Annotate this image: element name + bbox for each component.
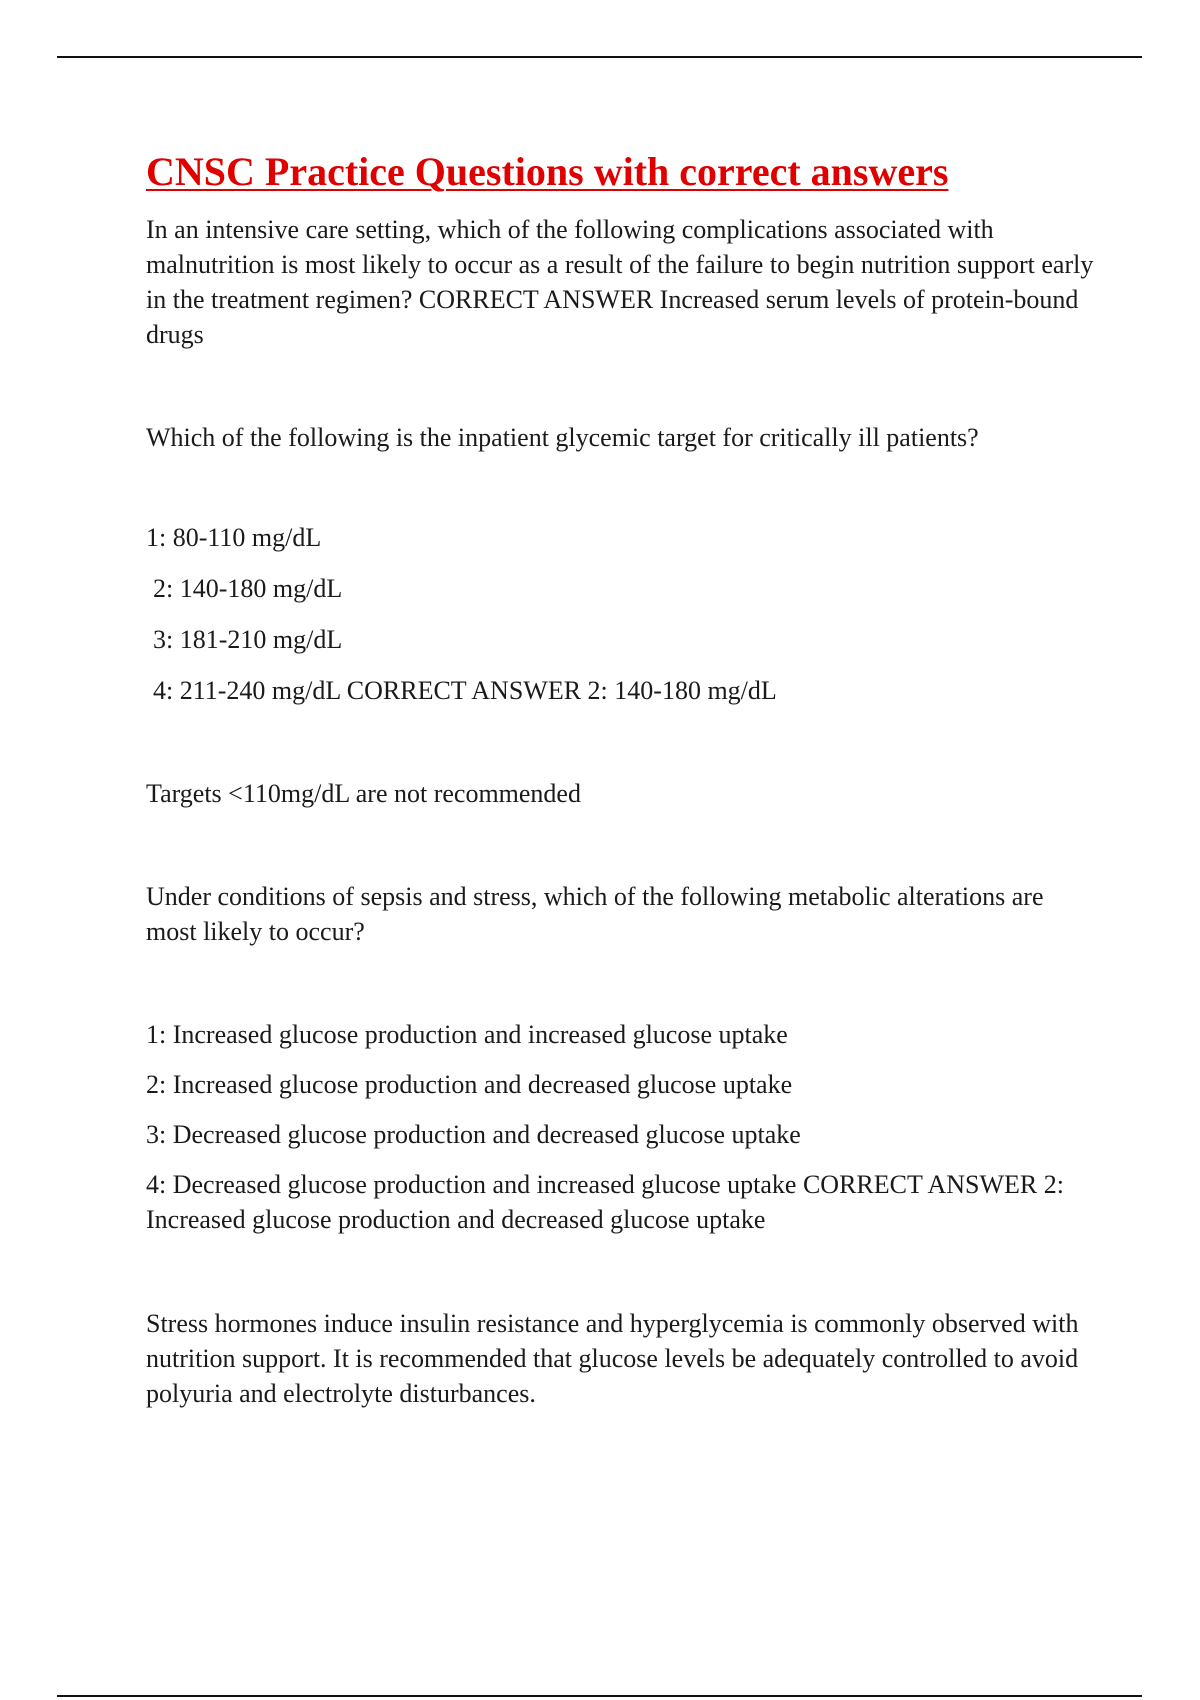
- question-3: Under conditions of sepsis and stress, which of the following metabolic alterations are most likely to occur?: [146, 882, 1044, 946]
- question-2-note: Targets <110mg/dL are not recommended: [146, 779, 581, 808]
- question-2: Which of the following is the inpatient glycemic target for critically ill patients?: [146, 423, 979, 452]
- document-body: [146, 146, 1096, 1411]
- top-rule: [57, 56, 1142, 58]
- bottom-rule: [57, 1695, 1142, 1697]
- question-2-options: [146, 520, 1096, 708]
- option-item: 4: 211-240 mg/dL CORRECT ANSWER 2: 140-180 mg/dL: [153, 676, 777, 705]
- question-3-note: Stress hormones induce insulin resistance and hyperglycemia is commonly observed with nutrition support. It is recommended that glucose levels be adequately controlled to avoid polyuria and electrolyte disturbances.: [146, 1309, 1079, 1408]
- option-item: 3: Decreased glucose production and decreased glucose uptake: [146, 1120, 801, 1149]
- option-item: 3: 181-210 mg/dL: [153, 625, 343, 654]
- document-title: CNSC Practice Questions with correct answers: [146, 149, 949, 194]
- option-item: 1: 80-110 mg/dL: [146, 523, 322, 552]
- option-item: 2: 140-180 mg/dL: [153, 574, 343, 603]
- option-item: 2: Increased glucose production and decreased glucose uptake: [146, 1070, 793, 1099]
- option-item: 1: Increased glucose production and increased glucose uptake: [146, 1020, 788, 1049]
- option-item: 4: Decreased glucose production and increased glucose uptake CORRECT ANSWER 2: Increased glucose production and decreased glucose uptake: [146, 1170, 1064, 1234]
- question-1: In an intensive care setting, which of the following complications associated with malnutrition is most likely to occur as a result of the failure to begin nutrition support early in the treatment regimen? CORRECT ANSWER Increased serum levels of protein-bound drugs: [146, 215, 1094, 349]
- question-3-options: [146, 1017, 1096, 1237]
